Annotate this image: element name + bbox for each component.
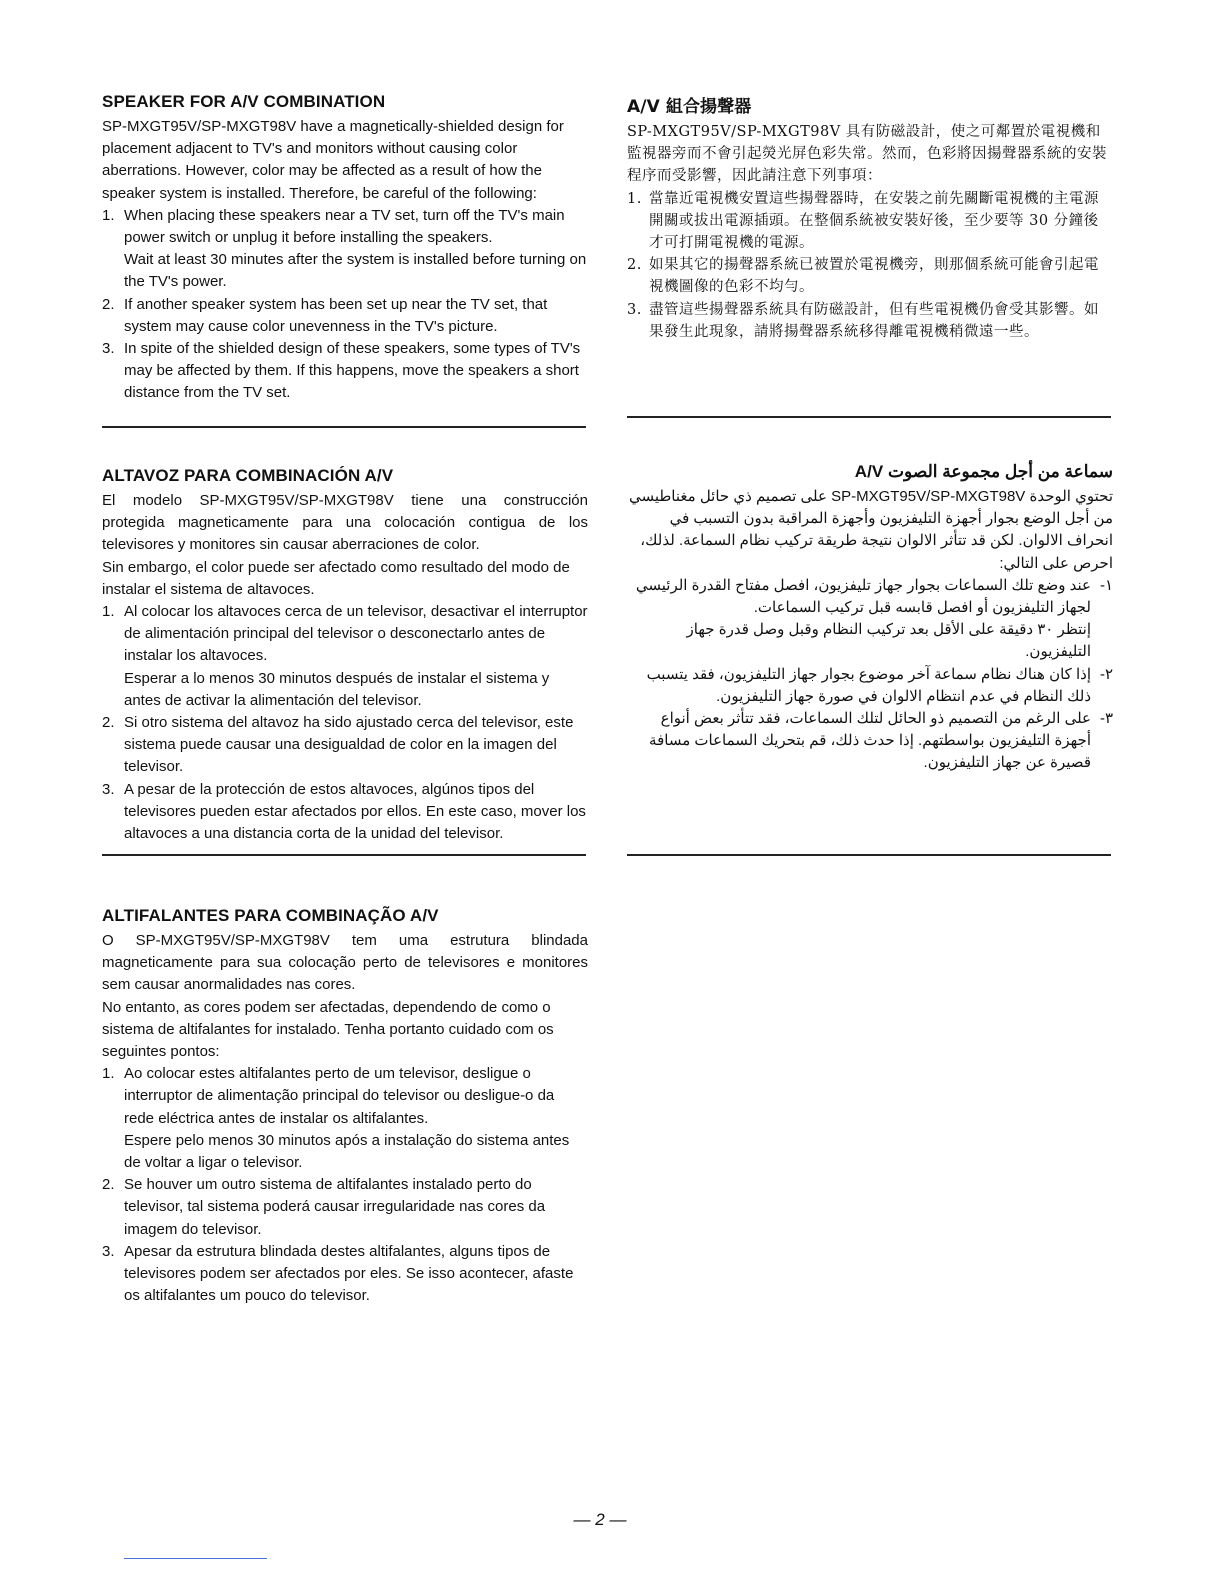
item-number: 3.: [627, 301, 642, 318]
chinese-list: [627, 188, 1113, 343]
item-text: Apesar da estrutura blindada destes altifalantes, alguns tipos de televisores podem ser afectados por eles. Se isso acontecer, afaste os altifalantes um pouco do televisor.: [124, 1242, 574, 1305]
item-text: 盡管這些揚聲器系統具有防磁設計，但有些電視機仍會受其影響。如果發生此現象，請將揚聲器系統移得離電視機稍微遠一些。: [649, 301, 1099, 340]
english-intro: SP-MXGT95V/SP-MXGT98V have a magnetically-shielded design for placement adjacent to TV's and monitors without causing color aberrations. However, color may be affected as a result of how the speaker system is installed. Therefore, be careful of the following:: [102, 118, 564, 202]
item-text: Si otro sistema del altavoz ha sido ajustado cerca del televisor, este sistema puede causar una desigualdad de color en la imagen del televisor.: [124, 714, 574, 776]
item-text: If another speaker system has been set up near the TV set, that system may cause color unevenness in the TV's picture.: [124, 295, 548, 335]
item-text: In spite of the shielded design of these speakers, some types of TV's may be affected by them. If this happens, move the speakers a short distance from the TV set.: [124, 340, 581, 402]
item-number: 3.: [102, 340, 115, 358]
arabic-list: [627, 575, 1113, 775]
section-arabic: [627, 462, 1113, 775]
list-item: [102, 294, 588, 338]
english-list: [102, 205, 588, 405]
list-item: [627, 575, 1113, 664]
list-item: [627, 664, 1113, 708]
item-number: 2.: [102, 295, 115, 313]
item-text: على الرغم من التصميم ذو الحائل لتلك السماعات، فقد تتأثر بعض أنواع أجهزة التليفزيون بواسطتهم. إذا حدث ذلك، قم بتحريك السماعات مسافة قصيرة عن جهاز التليفزيون.: [649, 710, 1091, 772]
spanish-intro-2: Sin embargo, el color puede ser afectado como resultado del modo de instalar el sistema de altavoces.: [102, 558, 570, 598]
item-text: 如果其它的揚聲器系統已被置於電視機旁，則那個系統可能會引起電視機圖像的色彩不均勻。: [649, 257, 1099, 296]
portuguese-list: [102, 1063, 588, 1307]
list-item: [627, 254, 1113, 298]
item-text: إذا كان هناك نظام سماعة آخر موضوع بجوار جهاز التليفزيون، فقد يتسبب ذلك النظام في عدم انتظام الالوان في صورة جهاز التليفزيون.: [646, 665, 1091, 705]
spanish-title: ALTAVOZ PARA COMBINACIÓN A/V: [102, 466, 394, 485]
section-english: [102, 92, 588, 405]
item-number: 1.: [102, 603, 115, 621]
chinese-title: A/V 組合揚聲器: [627, 97, 752, 117]
page-number: — 2 —: [573, 1510, 627, 1529]
item-number: ٣-: [1099, 710, 1113, 728]
list-item: [102, 779, 588, 846]
section-spanish: [102, 466, 588, 845]
divider-chinese: [627, 416, 1111, 418]
item-number: 2.: [102, 714, 115, 732]
list-item: [627, 299, 1113, 343]
item-text: A pesar de la protección de estos altavoces, algúnos tipos del televisores pueden estar afectados por ellos. En este caso, mover los altavoces a una distancia corta de la unidad del televisor.: [124, 780, 586, 843]
item-extra: Wait at least 30 minutes after the system is installed before turning on the TV's power.: [124, 251, 587, 291]
section-portuguese: [102, 906, 588, 1307]
spanish-intro: El modelo SP-MXGT95V/SP-MXGT98V tiene una construcción protegida magneticamente para una colocación contigua de los televisores y monitores sin causar aberraciones de color.: [102, 492, 588, 554]
item-number: 3.: [102, 1242, 115, 1260]
item-text: Ao colocar estes altifalantes perto de um televisor, desligue o interruptor de alimentação principal do televisor ou desligue-o da rede eléctrica antes de instalar os altifalantes.: [124, 1065, 555, 1127]
item-number: 2.: [627, 257, 642, 274]
item-extra: إنتظر ٣٠ دقيقة على الأقل بعد تركيب النظام وقبل وصل قدرة جهاز التليفزيون.: [686, 621, 1091, 661]
item-number: 3.: [102, 780, 115, 798]
item-number: 2.: [102, 1176, 115, 1194]
item-number: ١-: [1099, 576, 1113, 594]
footer-link-line: [124, 1558, 267, 1559]
item-text: 當靠近電視機安置這些揚聲器時，在安裝之前先關斷電視機的主電源開關或拔出電源插頭。在整個系統被安裝好後，至少要等 30 分鐘後才可打開電視機的電源。: [649, 190, 1099, 252]
portuguese-intro-2: No entanto, as cores podem ser afectadas, dependendo de como o sistema de altifalantes for instalado. Tenha portanto cuidado com os seguintes pontos:: [102, 998, 554, 1061]
item-text: عند وضع تلك السماعات بجوار جهاز تليفزيون، افصل مفتاح القدرة الرئيسي لجهاز التليفزيون أو افصل قابسه قبل تركيب السماعات.: [635, 576, 1091, 617]
portuguese-title: ALTIFALANTES PARA COMBINAÇÃO A/V: [102, 906, 439, 925]
list-item: [102, 601, 588, 712]
spanish-list: [102, 601, 588, 845]
section-chinese: [627, 92, 1113, 343]
item-number: ٢-: [1099, 665, 1113, 683]
item-text: When placing these speakers near a TV set, turn off the TV's main power switch or unplug it before installing the speakers.: [124, 206, 565, 247]
list-item: [102, 205, 588, 294]
arabic-title: سماعة من أجل مجموعة الصوت A/V: [854, 462, 1113, 481]
item-number: 1.: [627, 190, 642, 207]
list-item: [102, 1241, 588, 1308]
list-item: [102, 712, 588, 779]
list-item: [627, 188, 1113, 255]
item-number: 1.: [102, 1065, 115, 1083]
item-extra: Esperar a lo menos 30 minutos después de instalar el sistema y antes de activar la alimentación del televisor.: [124, 669, 550, 709]
arabic-intro: تحتوي الوحدة SP-MXGT95V/SP-MXGT98V على تصميم ذي حائل مغناطيسي من أجل الوضع بجوار أجهزة التليفزيون وأجهزة المراقبة بدون التسبب في انحراف الالوان. لكن قد تتأثر الالوان نتيجة طريقة تركيب نظام السماعة. لذلك، احرص على التالي:: [628, 488, 1113, 572]
divider-spanish: [102, 854, 586, 856]
item-number: 1.: [102, 206, 115, 224]
portuguese-intro: O SP-MXGT95V/SP-MXGT98V tem uma estrutura blindada magneticamente para sua colocação perto de televisores e monitores sem causar anormalidades nas cores.: [102, 932, 588, 994]
item-text: Se houver um outro sistema de altifalantes instalado perto do televisor, tal sistema poderá causar irregularidade nas cores da imagem do televisor.: [124, 1176, 546, 1238]
divider-arabic: [627, 854, 1111, 856]
divider-english: [102, 426, 586, 428]
item-extra: Espere pelo menos 30 minutos após a instalação do sistema antes de voltar a ligar o televisor.: [124, 1131, 570, 1172]
item-text: Al colocar los altavoces cerca de un televisor, desactivar el interruptor de alimentación principal del televisor o desconectarlo antes de instalar los altavoces.: [124, 603, 588, 665]
list-item: [102, 1063, 588, 1174]
list-item: [102, 338, 588, 405]
list-item: [102, 1174, 588, 1241]
chinese-intro: SP-MXGT95V/SP-MXGT98V 具有防磁設計，使之可鄰置於電視機和監視器旁而不會引起熒光屏色彩失常。然而，色彩將因揚聲器系統的安裝程序而受影響，因此請注意下列事項：: [627, 124, 1107, 185]
english-title: SPEAKER FOR A/V COMBINATION: [102, 92, 386, 111]
list-item: [627, 708, 1113, 775]
